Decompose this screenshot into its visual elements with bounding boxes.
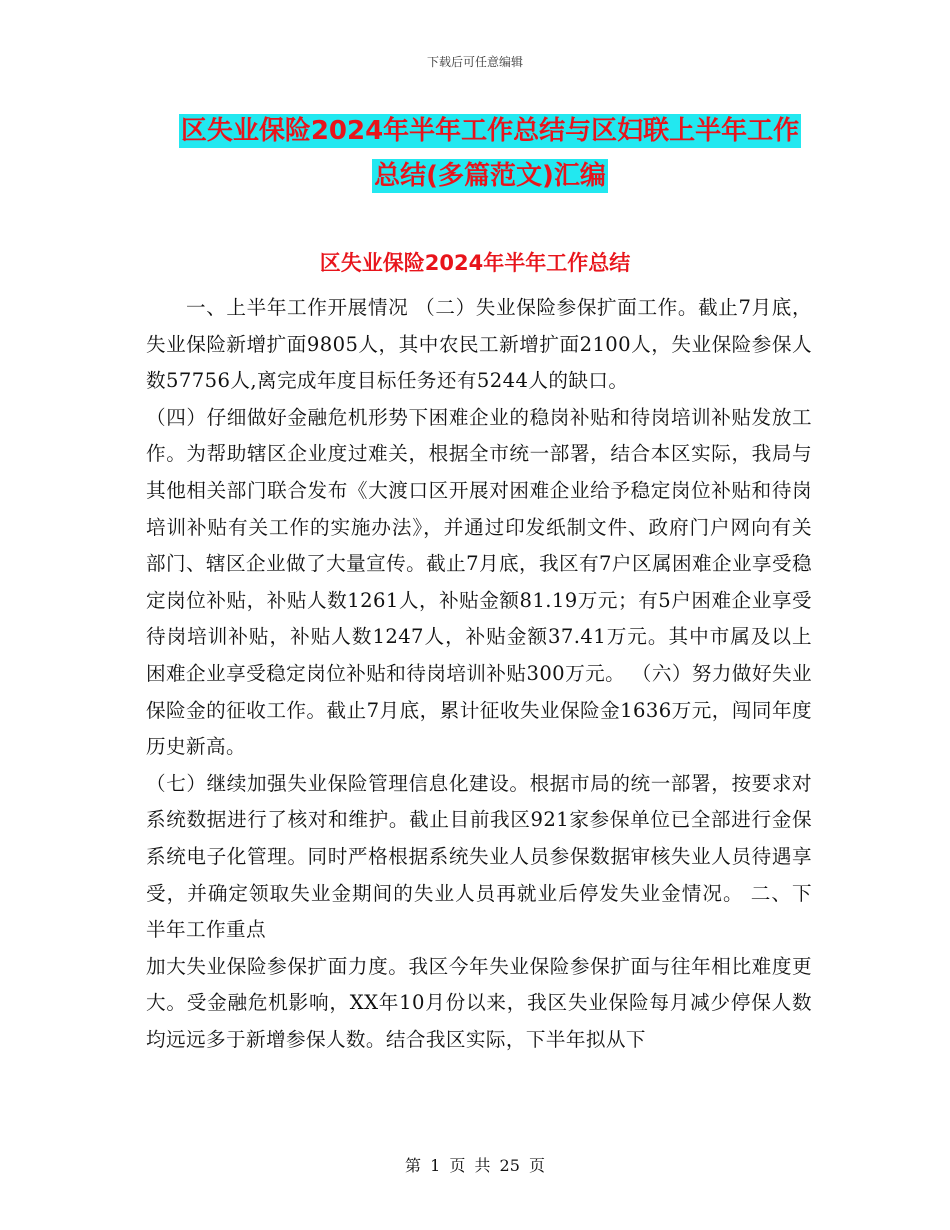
paragraph-1: 一、上半年工作开展情况 （二）失业保险参保扩面工作。截止7月底，失业保险新增扩面9805人，其中农民工新增扩面2100人，失业保险参保人数57756人,离完成年度目标任务还有5244人的缺口。	[146, 296, 812, 393]
section-title: 区失业保险2024年半年工作总结	[319, 251, 631, 275]
paragraph-2: （四）仔细做好金融危机形势下困难企业的稳岗补贴和待岗培训补贴发放工作。为帮助辖区企业度过难关，根据全市统一部署，结合本区实际，我局与其他相关部门联合发布《大渡口区开展对困难企业给予稳定岗位补贴和待岗培训补贴有关工作的实施办法》，并通过印发纸制文件、政府门户网向有关部门、辖区企业做了大量宣传。截止7月底，我区有7户区属困难企业享受稳定岗位补贴，补贴人数1261人，补贴金额81.19万元；有5户困难企业享受待岗培训补贴，补贴人数1247人，补贴金额37.41万元。其中市属及以上困难企业享受稳定岗位补贴和待岗培训补贴300万元。 （六）努力做好失业保险金的征收工作。截止7月底，累计征收失业保险金1636万元，闯同年度历史新高。	[146, 405, 812, 759]
body-text	[146, 290, 812, 1058]
header-note: 下载后可任意编辑	[426, 55, 523, 69]
paragraph-3: （七）继续加强失业保险管理信息化建设。根据市局的统一部署，按要求对系统数据进行了核对和维护。截止目前我区921家参保单位已全部进行金保系统电子化管理。同时严格根据系统失业人员参保数据审核失业人员待遇享受，并确定领取失业金期间的失业人员再就业后停发失业金情况。 二、下半年工作重点	[146, 771, 812, 942]
document-title-line-2: 总结(多篇范文)汇编	[374, 161, 606, 191]
document-title-line-1: 区失业保险2024年半年工作总结与区妇联上半年工作	[180, 116, 800, 146]
paragraph-4: 加大失业保险参保扩面力度。我区今年失业保险参保扩面与往年相比难度更大。受金融危机影响，XX年10月份以来，我区失业保险每月减少停保人数均远远多于新增参保人数。结合我区实际，下半年拟从下	[146, 954, 812, 1051]
page-footer: 第 1 页 共 25 页	[405, 1156, 545, 1175]
document-title	[150, 109, 830, 199]
